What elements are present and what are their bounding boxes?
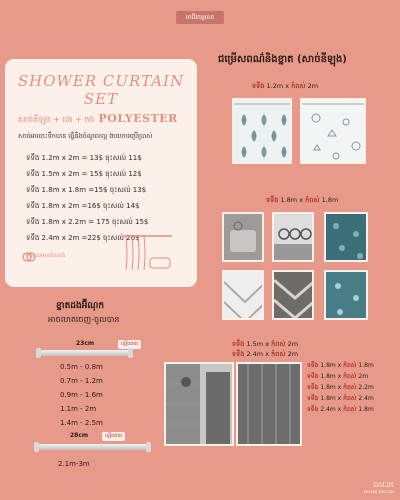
- grey-size-item: ទទឹង 1.8m x កំពស់ 2.2m: [307, 384, 374, 391]
- size-label-c2: ទទឹង 2.4m x កំពស់ 2m: [232, 350, 299, 358]
- curtain-photo-damask: [232, 98, 292, 164]
- range-item: 0.9m - 1.6m: [60, 391, 103, 399]
- grey-size-list: [307, 360, 374, 415]
- range-item: 1.4m - 2.5m: [60, 419, 103, 427]
- rod2-dimension: 28cm: [70, 432, 89, 439]
- footnote: *ជំនួសមានកំណាត់: [26, 253, 66, 259]
- rod1-cap-right: [128, 348, 133, 358]
- range-item: 0.7m - 1.2m: [60, 377, 103, 385]
- price-item: ទទឹង 1.5m x 2m = 15$ ចុះសល់ 12$: [26, 170, 142, 178]
- set-subtitle: [14, 112, 188, 126]
- grey-size-item: ទទឹង 1.8m x កំពស់ 2.4m: [307, 395, 374, 402]
- rod1-cap-left: [36, 348, 41, 358]
- range-item: 0.5m - 0.8m: [60, 363, 103, 371]
- brand-sub: HOME DECOR: [363, 489, 394, 494]
- top-banner-label: អាជីវកម្មខេត: [176, 11, 225, 24]
- curtain-photo-seashell: [300, 98, 366, 164]
- curtain-photo-white-lattice: [222, 270, 264, 320]
- set-subtitle-kh: សាច់នីឡុង + ដង + កង: [18, 115, 95, 124]
- grey-size-item: ទទឹង 1.8m x កំពស់ 2m: [307, 373, 369, 380]
- bathroom-photo-shower: [164, 362, 234, 446]
- brand-name: DALIN: [373, 482, 394, 489]
- options-title: ជម្រើសពណ៌និងខ្នាត (សាច់នីឡុង): [218, 54, 347, 65]
- rod2-bar: [38, 444, 148, 450]
- curtain-photo-teal-2: [324, 270, 368, 320]
- bathroom-photo-grey-curtain: [236, 362, 302, 446]
- rod2-badge: ឡើងជាង: [102, 432, 125, 441]
- rod2-range: 2.1m-3m: [58, 460, 90, 468]
- set-title: SHOWER CURTAIN SET: [17, 72, 185, 108]
- grey-size-item: ទទឹង 2.4m x កំពស់ 1.8m: [307, 406, 374, 413]
- size-label-a: ទទឹង 1.2m x កំពស់ 2m: [252, 82, 319, 90]
- curtain-photo-grey-lattice: [272, 270, 314, 320]
- product-description: សាច់អាចោះទឹកបាន ធ្វើនិងចំណូលល្អ ងាយការប្រើប្រាស់: [18, 132, 153, 140]
- rod1-bar: [40, 350, 130, 356]
- rod1-dimension: 23cm: [76, 340, 95, 347]
- price-item: ទទឹង 1.8m x 2m =16$ ចុះសល់ 14$: [26, 202, 140, 210]
- price-item: ទទឹង 1.8m x 2.2m = 175 ចុះសល់ 15$: [26, 218, 149, 226]
- range-item: 1.1m - 2m: [60, 405, 97, 413]
- rod1-range-list: [60, 360, 103, 430]
- price-item: ទទឹង 2.4m x 2m =22$ ចុះសល់ 20$: [26, 234, 140, 242]
- price-card: [8, 62, 194, 284]
- curtain-photo-teal: [324, 212, 368, 262]
- size-label-c1: ទទឹង 1.5m x កំពស់ 2m: [232, 340, 299, 348]
- rod2-cap-left: [34, 442, 39, 452]
- top-banner: [0, 10, 400, 24]
- material-label: POLYESTER: [98, 112, 178, 125]
- rod1-badge: ឡើងជាង: [118, 340, 141, 349]
- grey-size-item: ទទឹង 1.8m x កំពស់ 1.8m: [307, 362, 374, 369]
- curtain-sketch-icon: [120, 232, 174, 272]
- rod-section-title: ខ្នាតដងអ៊ីណុក: [56, 301, 105, 311]
- rod2-cap-right: [146, 442, 151, 452]
- curtain-photo-rings: [272, 212, 314, 262]
- price-item: ទទឹង 1.2m x 2m = 13$ ចុះសល់ 11$: [26, 154, 142, 162]
- brand-logo: [363, 482, 394, 494]
- rod-section-subtitle: អាចលាតចេញ-ចូលបាន: [48, 315, 120, 324]
- size-label-b: ទទឹង 1.8m x កំពស់ 1.8m: [266, 196, 339, 204]
- price-item: ទទឹង 1.8m x 1.8m =15$ ចុះសល់ 13$: [26, 186, 147, 194]
- curtain-photo-grey-folded: [222, 212, 264, 262]
